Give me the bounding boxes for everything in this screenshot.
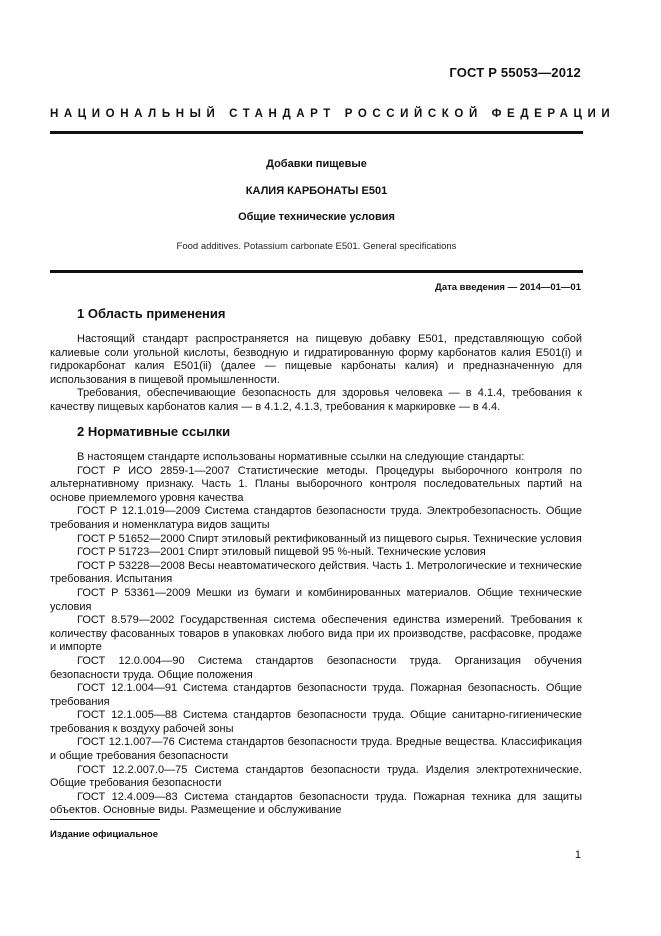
title-english: Food additives. Potassium carbonate E501. General specifications [176,241,457,252]
top-divider [50,131,583,134]
title-subtitle: Общие технические условия [238,211,395,223]
reference-item: ГОСТ 12.1.004—91 Система стандартов безопасности труда. Пожарная безопасность. Общие требования [50,682,582,708]
reference-item: ГОСТ 12.2.007.0—75 Система стандартов безопасности труда. Изделия электротехнические. Общие требования безопасности [50,763,582,790]
section-1-body [50,333,582,415]
title-main: КАЛИЯ КАРБОНАТЫ Е501 [245,185,388,197]
reference-item: ГОСТ Р 51723—2001 Спирт этиловый пищевой 95 %-ный. Технические условия [77,546,486,559]
section-2-heading: 2 Нормативные ссылки [77,424,231,439]
reference-item: ГОСТ 12.1.007—76 Система стандартов безопасности труда. Вредные вещества. Классификация и общие требования безопасности [50,736,582,763]
reference-item: ГОСТ 12.0.004—90 Система стандартов безопасности труда. Организация обучения безопасности труда. Общие положения [50,654,582,681]
section-2-body [50,451,582,818]
reference-item: ГОСТ Р 51652—2000 Спирт этиловый ректификованный из пищевого сырья. Технические условия [77,532,582,545]
reference-item: ГОСТ Р 53361—2009 Мешки из бумаги и комбинированных материалов. Общие технические условия [50,586,582,613]
title-divider [50,270,583,273]
reference-item: ГОСТ 12.4.009—83 Система стандартов безопасности труда. Пожарная техника для защиты объектов. Основные виды. Размещение и обслуживание [50,790,582,817]
standard-number: ГОСТ Р 55053—2012 [449,65,581,80]
section-1-paragraph: Требования, обеспечивающие безопасность для здоровья человека — в 4.1.4, требования к качеству пищевых карбонатов калия — в 4.1.2, 4.1.3, требования к маркировке — в 4.4. [50,387,582,413]
page-number: 1 [574,849,581,861]
footer-divider [50,819,160,820]
national-standard-banner: НАЦИОНАЛЬНЫЙ СТАНДАРТ РОССИЙСКОЙ ФЕДЕРАЦИИ [50,108,616,120]
section-1-paragraph: Настоящий стандарт распространяется на пищевую добавку Е501, представляющую собой калиевые соли угольной кислоты, безводную и гидратированную форму карбонатов калия Е501(i) и гидрокарбонат калия Е501(ii) (далее — пищевые карбонаты калия) и предназначенную для использования в пищевой промышленности. [50,333,582,386]
title-category: Добавки пищевые [266,158,367,170]
reference-item: ГОСТ 8.579—2002 Государственная система обеспечения единства измерений. Требования к количеству фасованных товаров в упаковках любого вида при их производстве, расфасовке, продаже и импорте [50,614,582,654]
reference-item: ГОСТ Р ИСО 2859-1—2007 Статистические методы. Процедуры выборочного контроля по альтернативному признаку. Часть 1. Планы выборочного контроля последовательных партий на основе приемлемого уровня качества [50,464,582,504]
reference-intro: В настоящем стандарте использованы нормативные ссылки на следующие стандарты: [77,451,525,463]
reference-item: ГОСТ Р 53228—2008 Весы неавтоматического действия. Часть 1. Метрологические и технические требования. Испытания [50,559,582,586]
reference-item: ГОСТ 12.1.005—88 Система стандартов безопасности труда. Общие санитарно-гигиенические требования к воздуху рабочей зоны [50,709,582,735]
introduction-date: Дата введения — 2014—01—01 [435,282,581,293]
reference-item: ГОСТ Р 12.1.019—2009 Система стандартов безопасности труда. Электробезопасность. Общие требования и номенклатура видов защиты [50,505,582,531]
edition-label: Издание официальное [50,829,158,840]
section-1-heading: 1 Область применения [77,306,226,321]
